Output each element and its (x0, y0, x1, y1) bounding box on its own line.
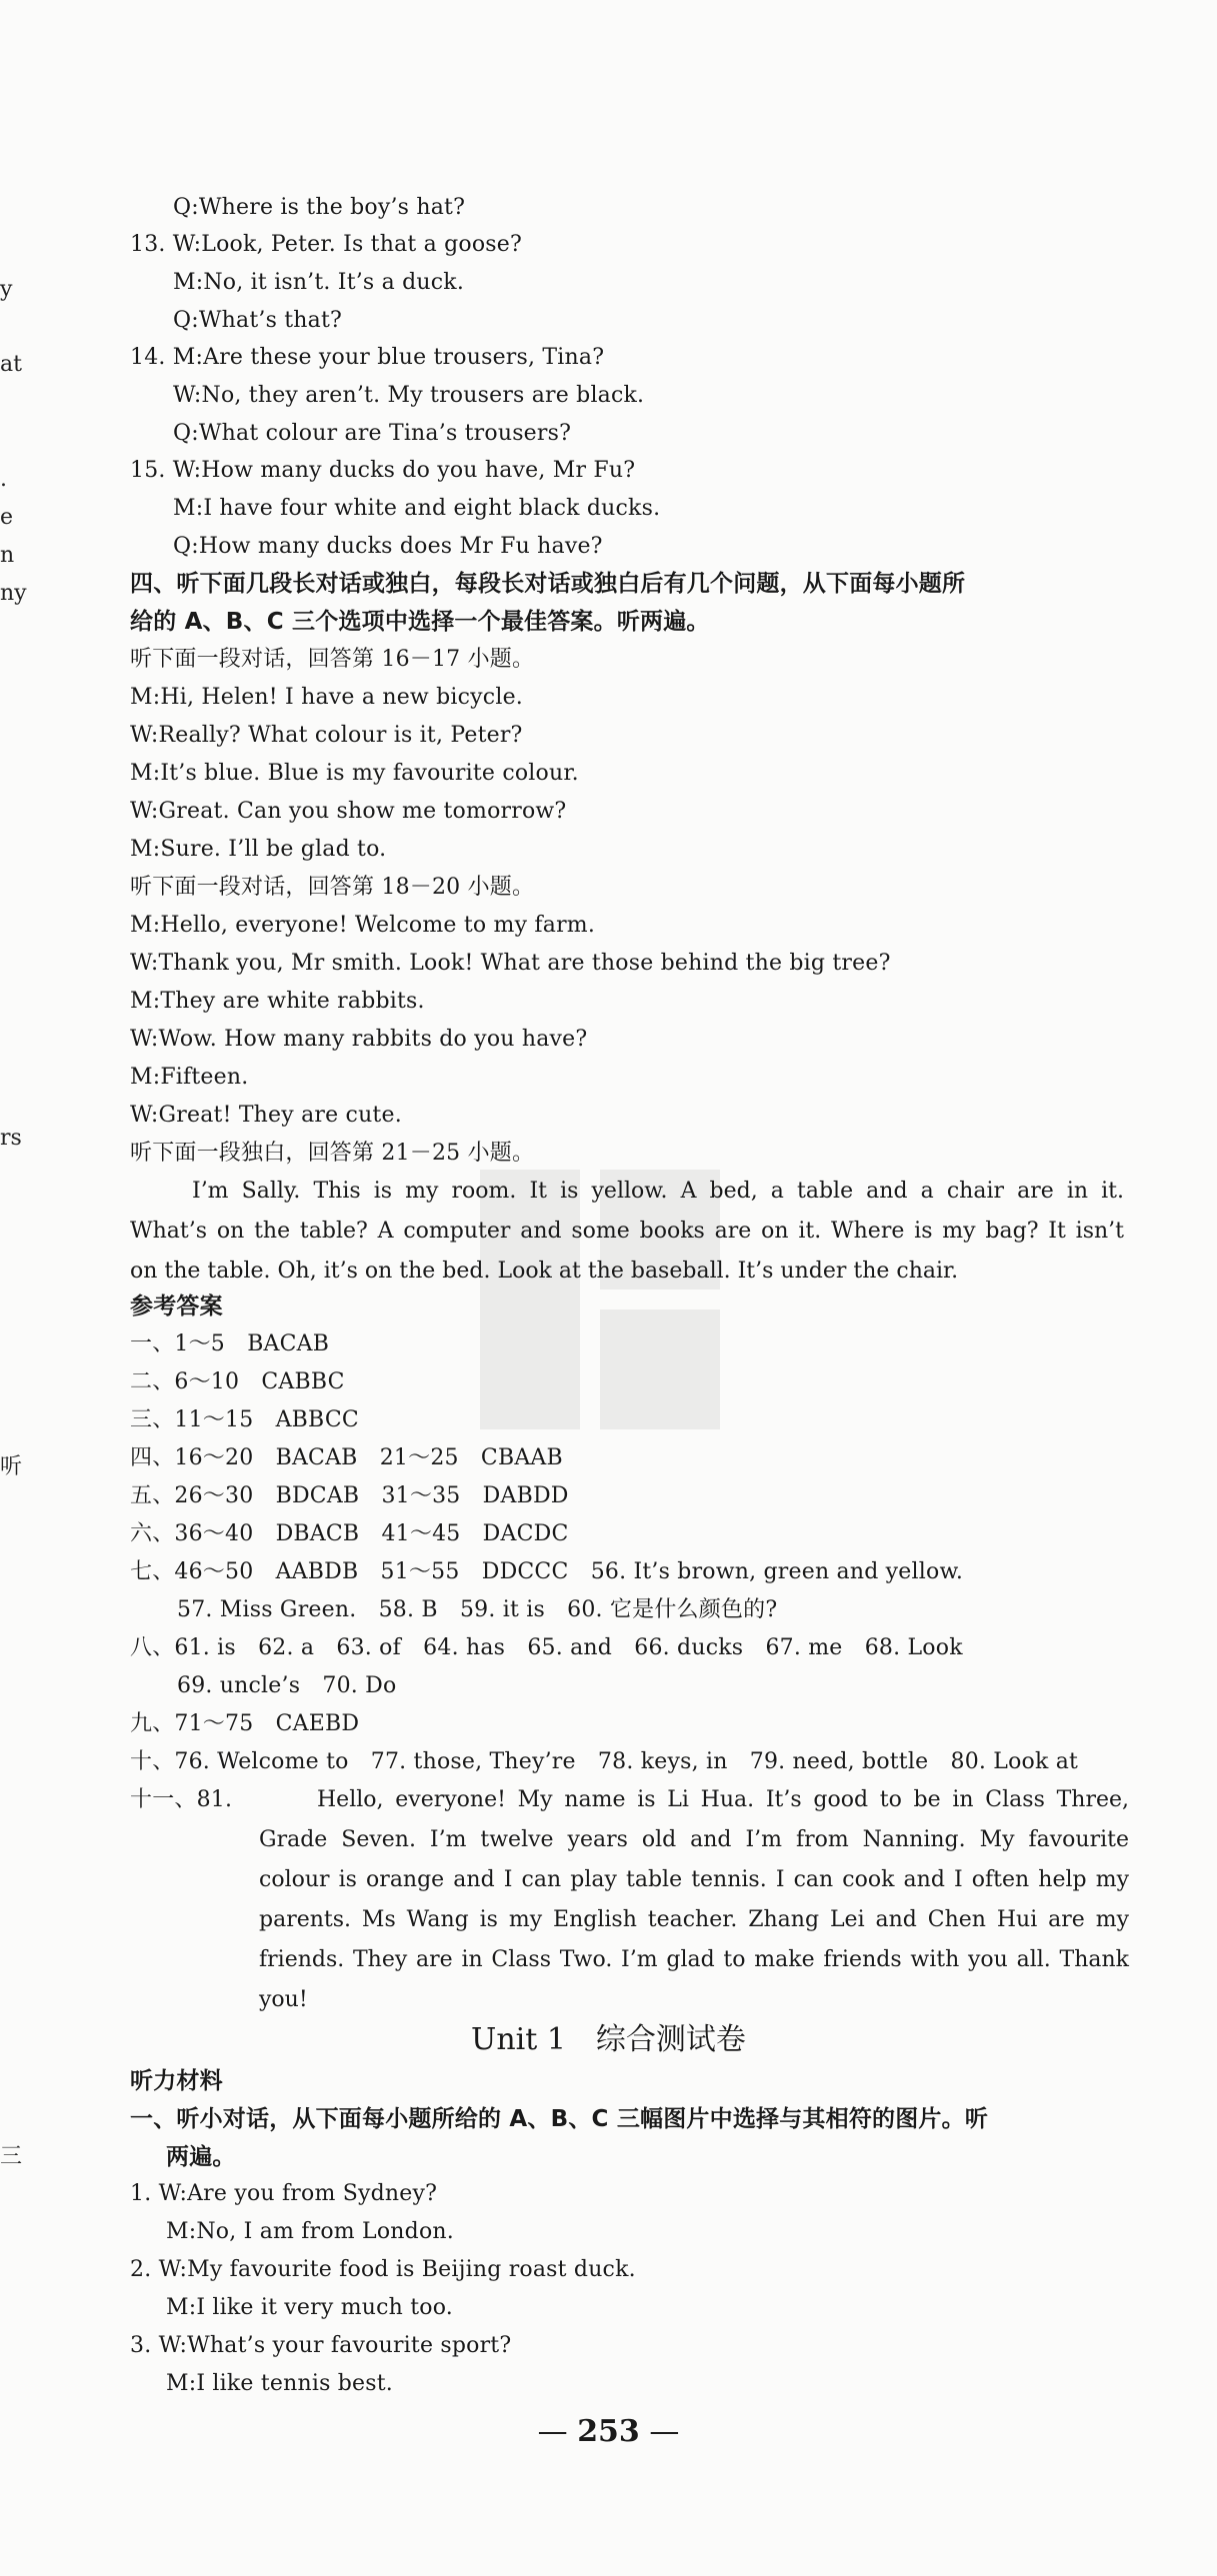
dialogue-line: W:No, they aren’t. My trousers are black. (173, 383, 645, 408)
dialogue-line: 听下面一段独白，回答第 21－25 小题。 (130, 1141, 535, 1166)
dialogue-line: Q:What’s that? (173, 308, 343, 333)
section-four-heading-cont: 给的 A、B、C 三个选项中选择一个最佳答案。听两遍。 (130, 609, 710, 635)
margin-fragment: y (0, 277, 13, 302)
dialogue-line: M:It’s blue. Blue is my favourite colour. (130, 761, 579, 786)
essay-line: colour is orange and I can play table tennis. I can cook and I often help my (259, 1867, 1129, 1892)
answer-line: 九、71～75 CAEBD (130, 1711, 360, 1736)
answer-line: 二、6～10 CABBC (130, 1369, 345, 1394)
dialogue-line: Q:Where is the boy’s hat? (173, 195, 466, 220)
dialogue-line: M:Hello, everyone! Welcome to my farm. (130, 913, 596, 938)
answer-line: 八、61. is 62. a 63. of 64. has 65. and 66. ducks 67. me 68. Look (130, 1635, 963, 1660)
dialogue-line: W:Thank you, Mr smith. Look! What are those behind the big tree? (130, 951, 891, 976)
essay-line: Grade Seven. I’m twelve years old and I’m from Nanning. My favourite (259, 1827, 1129, 1852)
answer-line: 三、11～15 ABBCC (130, 1407, 359, 1432)
dialogue-line: M:No, it isn’t. It’s a duck. (173, 270, 465, 295)
monologue-line: I’m Sally. This is my room. It is yellow. A bed, a table and a chair are in it. (192, 1179, 1124, 1204)
page-number: — 253 — (537, 2414, 680, 2449)
dialogue-line: W:Great! They are cute. (130, 1103, 402, 1128)
dialogue-line: 13. W:Look, Peter. Is that a goose? (130, 232, 523, 257)
answers-heading: 参考答案 (130, 1293, 223, 1319)
monologue-line: on the table. Oh, it’s on the bed. Look at the baseball. It’s under the chair. (130, 1259, 959, 1284)
dialogue-line: 3. W:What’s your favourite sport? (130, 2333, 512, 2358)
essay-paragraph (259, 1780, 1129, 2020)
margin-fragment: 三 (0, 2144, 23, 2169)
dialogue-line: Q:What colour are Tina’s trousers? (173, 421, 572, 446)
answer-line: 一、1～5 BACAB (130, 1331, 330, 1356)
dialogue-line: 15. W:How many ducks do you have, Mr Fu? (130, 458, 636, 483)
answer-line: 十、76. Welcome to 77. those, They’re 78. keys, in 79. need, bottle 80. Look at (130, 1749, 1079, 1774)
essay-line: Hello, everyone! My name is Li Hua. It’s good to be in Class Three, (317, 1787, 1129, 1812)
dialogue-line: M:No, I am from London. (166, 2219, 454, 2244)
dialogue-line: 14. M:Are these your blue trousers, Tina? (130, 345, 605, 370)
margin-fragment: ny (0, 581, 27, 606)
dialogue-line: W:Great. Can you show me tomorrow? (130, 799, 567, 824)
monologue-line: What’s on the table? A computer and some books are on it. Where is my bag? It isn’t (130, 1219, 1124, 1244)
margin-fragment: e (0, 505, 14, 530)
listening-material-heading: 听力材料 (130, 2068, 223, 2094)
margin-fragment: n (0, 543, 15, 568)
dialogue-line: M:Hi, Helen! I have a new bicycle. (130, 685, 523, 710)
essay-line: parents. Ms Wang is my English teacher. Zhang Lei and Chen Hui are my (259, 1907, 1129, 1932)
dialogue-line: 1. W:Are you from Sydney? (130, 2181, 438, 2206)
essay-line: friends. They are in Class Two. I’m glad to make friends with you all. Thank (259, 1947, 1129, 1972)
essay-label: 十一、81. (130, 1787, 233, 1812)
section-one-heading-cont: 两遍。 (166, 2144, 236, 2170)
answer-line: 69. uncle’s 70. Do (177, 1673, 397, 1698)
monologue-paragraph (130, 1172, 1124, 1291)
answer-line: 四、16～20 BACAB 21～25 CBAAB (130, 1445, 563, 1470)
dialogue-line: W:Really? What colour is it, Peter? (130, 723, 523, 748)
answer-line: 六、36～40 DBACB 41～45 DACDC (130, 1521, 569, 1546)
margin-fragment: rs (0, 1126, 22, 1151)
section-four-heading: 四、听下面几段长对话或独白，每段长对话或独白后有几个问题，从下面每小题所 (130, 571, 966, 597)
dialogue-line: M:Fifteen. (130, 1065, 249, 1090)
answer-line: 五、26～30 BDCAB 31～35 DABDD (130, 1483, 569, 1508)
section-one-heading: 一、听小对话，从下面每小题所给的 A、B、C 三幅图片中选择与其相符的图片。听 (130, 2106, 989, 2132)
answer-line: 七、46～50 AABDB 51～55 DDCCC 56. It’s brown, green and yellow. (130, 1559, 964, 1584)
dialogue-line: M:Sure. I’ll be glad to. (130, 837, 387, 862)
essay-line: you! (259, 1987, 308, 2012)
margin-fragment: . (0, 467, 7, 492)
dialogue-line: W:Wow. How many rabbits do you have? (130, 1027, 588, 1052)
dialogue-line: M:I like tennis best. (166, 2371, 393, 2396)
dialogue-line: Q:How many ducks does Mr Fu have? (173, 534, 603, 559)
dialogue-line: M:I have four white and eight black ducks. (173, 496, 661, 521)
dialogue-line: M:I like it very much too. (166, 2295, 453, 2320)
page-number-value: 253 (577, 2414, 640, 2449)
dialogue-line: 2. W:My favourite food is Beijing roast duck. (130, 2257, 636, 2282)
unit-title: Unit 1 综合测试卷 (471, 2022, 746, 2057)
margin-fragment: at (0, 352, 22, 377)
margin-fragment: 听 (0, 1454, 23, 1479)
dialogue-line: M:They are white rabbits. (130, 989, 425, 1014)
dialogue-line: 听下面一段对话，回答第 16－17 小题。 (130, 647, 535, 672)
answer-line: 57. Miss Green. 58. B 59. it is 60. 它是什么颜色的? (177, 1597, 778, 1622)
dialogue-line: 听下面一段对话，回答第 18－20 小题。 (130, 875, 535, 900)
